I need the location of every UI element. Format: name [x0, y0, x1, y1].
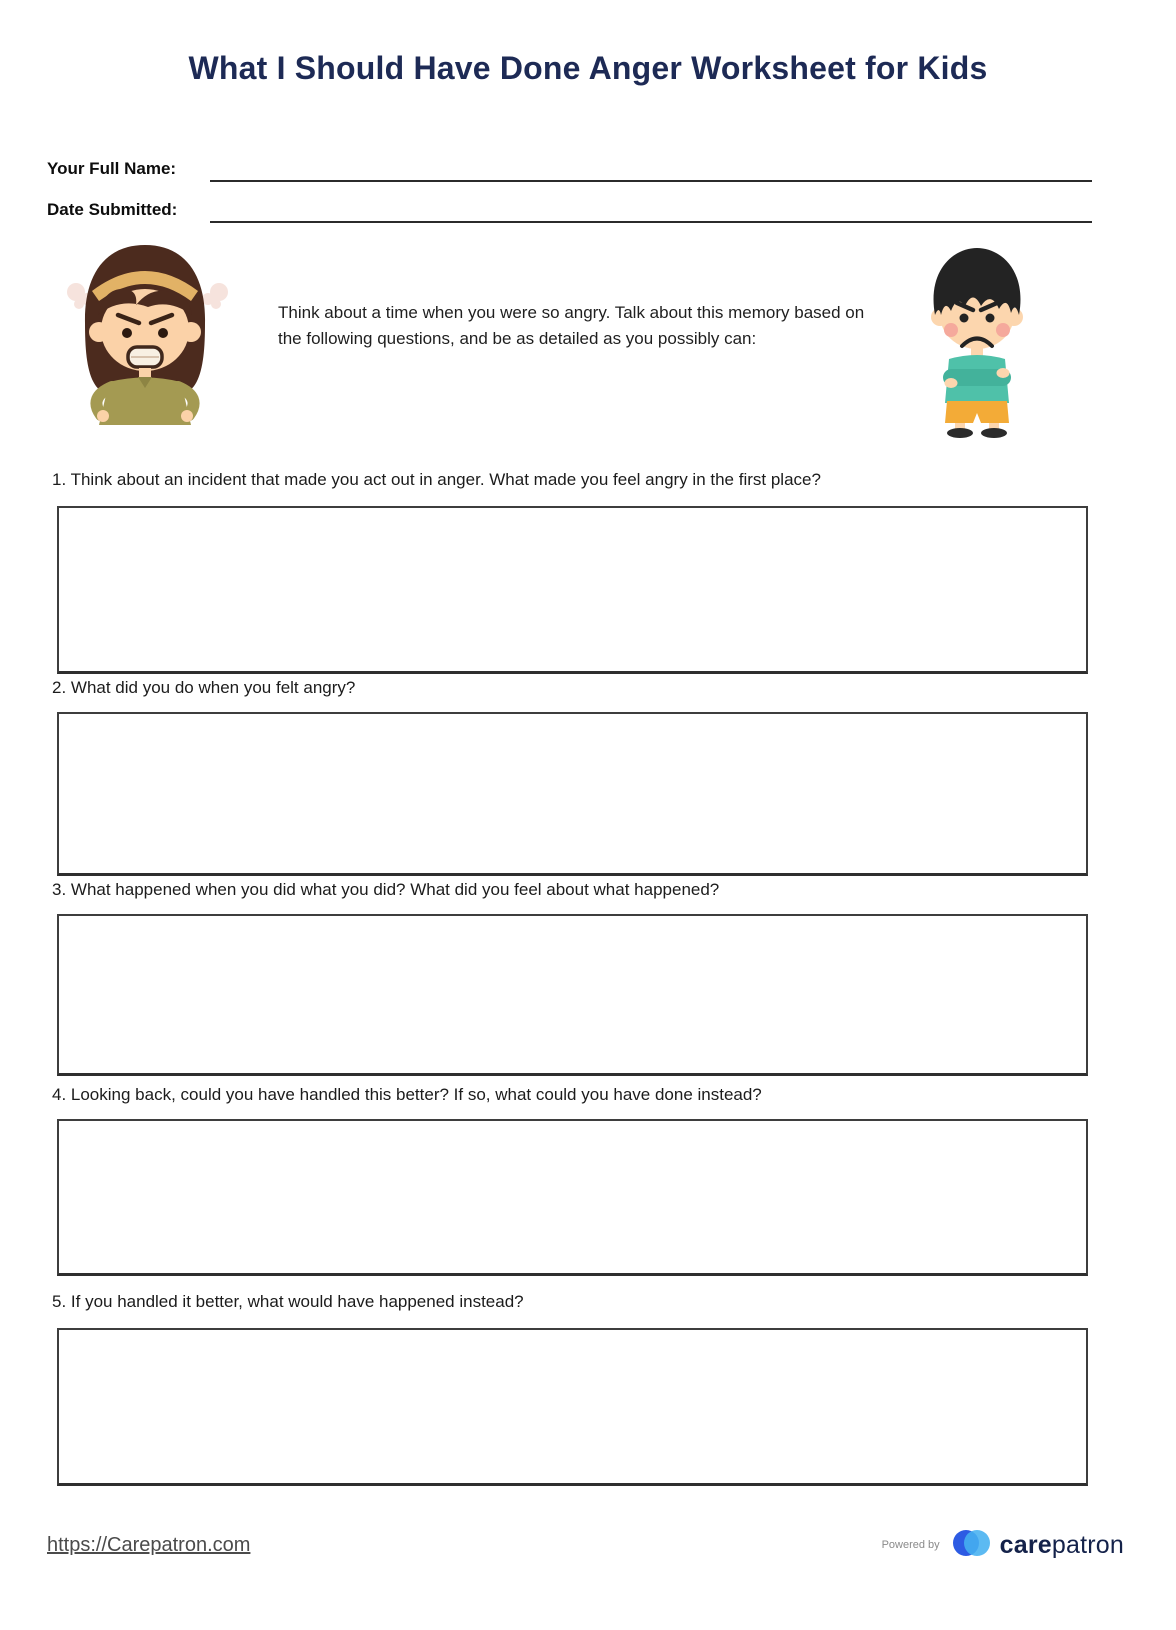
- question-1-answer-box[interactable]: [57, 506, 1088, 674]
- carepatron-link[interactable]: https://Carepatron.com: [47, 1533, 251, 1556]
- full-name-input-line[interactable]: [210, 160, 1092, 182]
- question-1-label: 1. Think about an incident that made you act out in anger. What made you feel angry in the first place?: [52, 470, 821, 489]
- question-4-label: 4. Looking back, could you have handled this better? If so, what could you have done instead?: [52, 1085, 762, 1104]
- question-5-label: 5. If you handled it better, what would have happened instead?: [52, 1292, 524, 1311]
- page-title: What I Should Have Done Anger Worksheet for Kids: [188, 50, 988, 86]
- carepatron-logo-icon: [952, 1527, 992, 1564]
- question-2-label: 2. What did you do when you felt angry?: [52, 678, 356, 697]
- page-footer: [47, 1515, 1124, 1575]
- date-submitted-label: Date Submitted:: [47, 200, 178, 219]
- instruction-text: Think about a time when you were so angry. Talk about this memory based on the following questions, and be as detailed as you possibly can:: [278, 303, 865, 349]
- question-4-answer-box[interactable]: [57, 1119, 1088, 1276]
- date-submitted-input-line[interactable]: [210, 201, 1092, 223]
- powered-by-group: [882, 1527, 1124, 1564]
- question-3-answer-box[interactable]: [57, 914, 1088, 1076]
- carepatron-wordmark: [1000, 1531, 1124, 1560]
- question-5-answer-box[interactable]: [57, 1328, 1088, 1486]
- angry-boy-illustration: [915, 243, 1040, 443]
- question-3-label: 3. What happened when you did what you did? What did you feel about what happened?: [52, 880, 720, 899]
- brand-bold-part: care: [999, 1530, 1052, 1559]
- question-2-answer-box[interactable]: [57, 712, 1088, 876]
- angry-girl-illustration: [60, 235, 235, 432]
- full-name-label: Your Full Name:: [47, 159, 177, 178]
- brand-regular-part: patron: [1051, 1530, 1124, 1559]
- powered-by-label: Powered by: [881, 1539, 940, 1551]
